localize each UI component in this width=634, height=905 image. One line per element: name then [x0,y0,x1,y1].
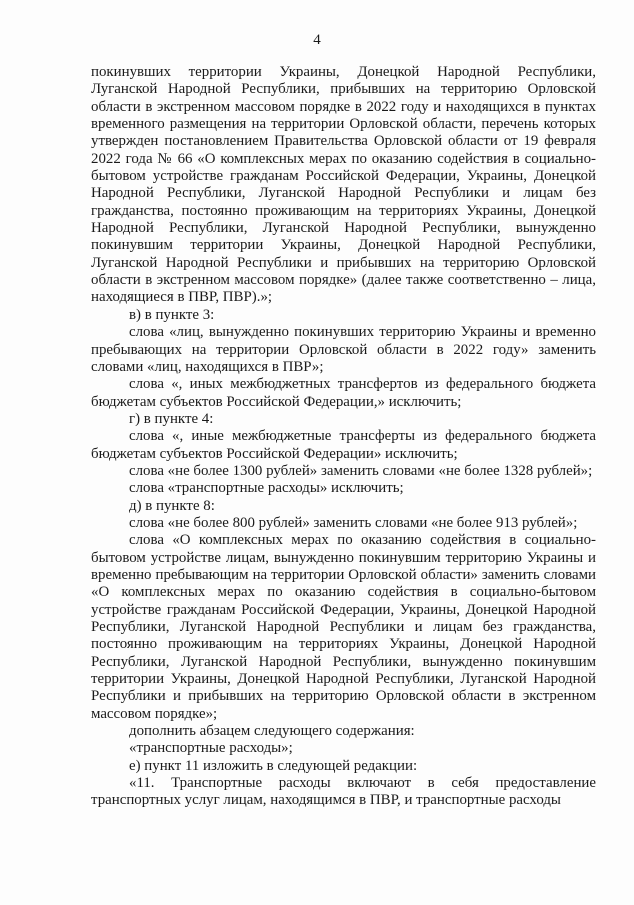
document-body [91,64,596,810]
paragraph: слова «не более 1300 рублей» заменить словами «не более 1328 рублей»; [129,462,593,479]
paragraph: слова «, иных межбюджетных трансфертов из федерального бюджета бюджетам субъектов Российской Федерации,» исключить; [91,376,596,410]
paragraph: д) в пункте 8: [129,497,215,514]
paragraph: г) в пункте 4: [129,410,214,427]
paragraph: покинувших территории Украины, Донецкой Народной Республики, Луганской Народной Республики, прибывших на территорию Орловской области в экстренном массовом порядке в 2022 году и находящихся в пунктах временного размещения на территории Орловской области, перечень которых утвержден постановлением Правительства Орловской области от 19 февраля 2022 года № 66 «О комплексных мерах по оказанию содействия в социально-бытовом устройстве гражданам Российской Федерации, Украины, Донецкой Народной Республики, Луганской Народной Республики и лицам без гражданства, постоянно проживающим на территориях Украины, Донецкой Народной Республики, Луганской Народной Республики, вынужденно покинувшим территории Украины, Донецкой Народной Республики, Луганской Народной Республики и прибывших на территорию Орловской области в экстренном массовом порядке» (далее также соответственно – лица, находящиеся в ПВР, ПВР).»; [91,64,596,306]
paragraph: дополнить абзацем следующего содержания: [129,723,415,740]
paragraph: слова «О комплексных мерах по оказанию содействия в социально-бытовом устройстве лицам, вынужденно покинувшим территорию Украины и временно пребывающим на территории Орловской области» заменить словами «О комплексных мерах по оказанию содействия в социально-бытовом устройстве гражданам Российской Федерации, Украины, Донецкой Народной Республики, Луганской Народной Республики и лицам без гражданства, постоянно проживающим на территориях Украины, Донецкой Народной Республики, Луганской Народной Республики, вынужденно покинувшим территории Украины, Донецкой Народной Республики, Луганской Народной Республики и прибывших на территорию Орловской области в экстренном массовом порядке»; [91,532,596,722]
page-number: 4 [313,32,321,48]
paragraph: слова «транспортные расходы» исключить; [129,480,404,497]
paragraph: е) пункт 11 изложить в следующей редакции: [129,757,418,774]
paragraph: «транспортные расходы»; [129,740,293,757]
paragraph: слова «не более 800 рублей» заменить словами «не более 913 рублей»; [129,514,578,531]
paragraph: в) в пункте 3: [129,306,215,323]
paragraph: слова «лиц, вынужденно покинувших территорию Украины и временно пребывающих на территории Орловской области в 2022 году» заменить словами «лиц, находящихся в ПВР»; [91,324,596,375]
paragraph: «11. Транспортные расходы включают в себя предоставление транспортных услуг лицам, находящимся в ПВР, и транспортные расходы [91,775,596,809]
paragraph: слова «, иные межбюджетные трансферты из федерального бюджета бюджетам субъектов Российской Федерации» исключить; [91,428,596,462]
